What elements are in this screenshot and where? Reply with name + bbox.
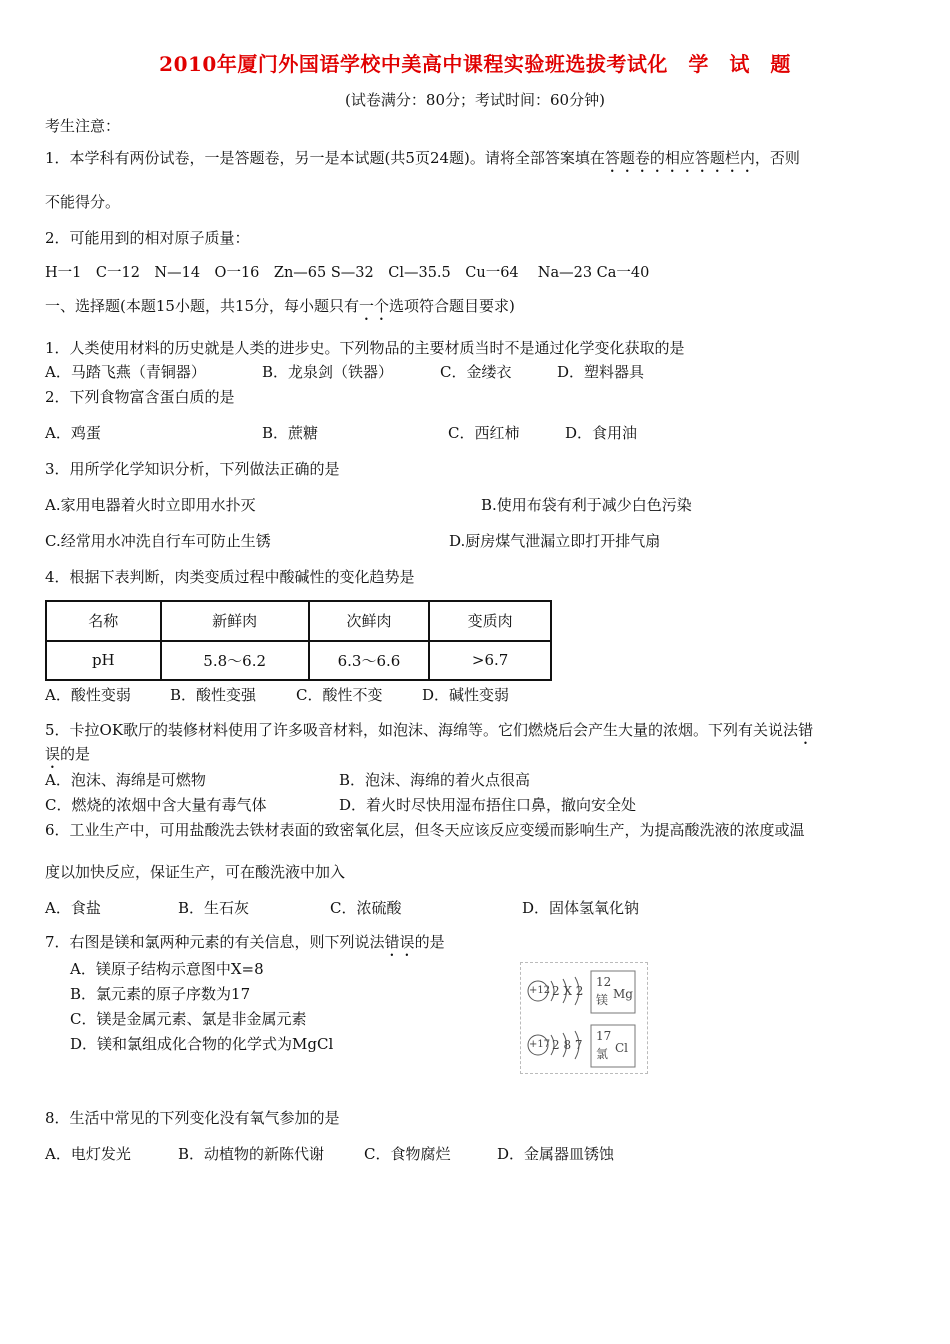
cl-atomic-number: 17 bbox=[596, 1029, 612, 1043]
cl-nucleus-label: +17 bbox=[529, 1039, 551, 1050]
mg-nucleus-label: +12 bbox=[529, 985, 551, 996]
q5-option-b: B．泡沫、海绵的着火点很高 bbox=[339, 771, 531, 789]
q4-option-d: D．碱性变弱 bbox=[422, 686, 510, 704]
q6-option-b: B．生石灰 bbox=[178, 899, 250, 917]
notice-item-2: 2．可能用到的相对原子质量： bbox=[45, 229, 250, 247]
notice-item-1-cont: 不能得分。 bbox=[45, 193, 121, 211]
q8-option-b: B．动植物的新陈代谢 bbox=[178, 1145, 325, 1163]
q8-stem: 8．生活中常见的下列变化没有氧气参加的是 bbox=[45, 1109, 340, 1127]
q6-stem-cont: 度以加快反应，保证生产，可在酸洗液中加入 bbox=[45, 863, 346, 881]
mg-atomic-number: 12 bbox=[596, 975, 612, 989]
notice-item-1-tail: ，否则 bbox=[754, 149, 800, 167]
cl-shell-electrons: 2 8 7 bbox=[552, 1038, 583, 1052]
table-header-cell: 变质肉 bbox=[429, 601, 551, 641]
section-1-heading-text: 一、选择题(本题15小题，共15分，每小题只有 bbox=[45, 297, 360, 315]
q4-stem: 4．根据下表判断，肉类变质过程中酸碱性的变化趋势是 bbox=[45, 568, 415, 586]
q7-stem-emphasis: 错误 bbox=[384, 933, 415, 951]
q1-option-b: B．龙泉剑（铁器） bbox=[262, 363, 394, 381]
q2-stem: 2．下列食物富含蛋白质的是 bbox=[45, 388, 235, 406]
q8-option-a: A．电灯发光 bbox=[45, 1145, 131, 1163]
mg-element-symbol: Mg bbox=[613, 987, 633, 1001]
q5-stem-cont bbox=[45, 744, 90, 772]
q7-option-a: A．镁原子结构示意图中X=8 bbox=[70, 960, 264, 978]
ph-table bbox=[45, 600, 552, 681]
q3-stem: 3．用所学化学知识分析，下列做法正确的是 bbox=[45, 460, 340, 478]
q8-option-c: C．食物腐烂 bbox=[364, 1145, 451, 1163]
q2-option-d: D．食用油 bbox=[565, 424, 638, 442]
table-cell: pH bbox=[46, 641, 161, 681]
q6-option-d: D．固体氢氧化钠 bbox=[522, 899, 640, 917]
q6-stem: 6．工业生产中，可用盐酸洗去铁材表面的致密氧化层，但冬天应该反应变缓而影响生产，为提高酸洗液的浓度或温 bbox=[45, 821, 805, 839]
table-header-cell: 新鲜肉 bbox=[161, 601, 309, 641]
cl-element-symbol: Cl bbox=[615, 1041, 629, 1055]
table-row bbox=[46, 641, 551, 681]
q3-option-b: B.使用布袋有利于减少白色污染 bbox=[481, 496, 692, 514]
q3-option-d: D.厨房煤气泄漏立即打开排气扇 bbox=[449, 532, 661, 550]
exam-subtitle: (试卷满分：80分；考试时间：60分钟) bbox=[345, 91, 605, 109]
q1-option-c: C．金缕衣 bbox=[440, 363, 512, 381]
q2-option-b: B．蔗糖 bbox=[262, 424, 319, 442]
mg-shell-electrons: 2 X 2 bbox=[552, 984, 584, 998]
q1-option-a: A．马踏飞燕（青铜器） bbox=[45, 363, 206, 381]
element-info-figure bbox=[520, 962, 648, 1074]
q2-option-c: C．西红柿 bbox=[448, 424, 520, 442]
table-cell: 6.3～6.6 bbox=[309, 641, 430, 681]
table-row bbox=[46, 601, 551, 641]
q6-option-a: A．食盐 bbox=[45, 899, 101, 917]
table-header-cell: 名称 bbox=[46, 601, 161, 641]
notice-item-1-emphasis: 答题卷的相应答题栏内 bbox=[604, 149, 755, 167]
q7-stem bbox=[45, 932, 445, 960]
q1-option-d: D．塑料器具 bbox=[557, 363, 645, 381]
q6-option-c: C．浓硫酸 bbox=[330, 899, 402, 917]
q7-stem-tail: 的是 bbox=[414, 933, 445, 951]
section-1-heading-emphasis: 一个 bbox=[359, 297, 390, 315]
q5-stem-emphasis: 错 bbox=[798, 721, 814, 739]
q4-option-c: C．酸性不变 bbox=[296, 686, 383, 704]
q7-option-c: C．镁是金属元素、氯是非金属元素 bbox=[70, 1010, 307, 1028]
table-cell: 5.8～6.2 bbox=[161, 641, 309, 681]
section-1-heading-tail: 选项符合题目要求) bbox=[389, 297, 515, 315]
atom-structure-diagram bbox=[521, 963, 647, 1073]
cl-element-name: 氯 bbox=[596, 1047, 609, 1061]
q3-option-a: A.家用电器着火时立即用水扑灭 bbox=[45, 496, 256, 514]
q5-option-d: D．着火时尽快用湿布捂住口鼻，撤向安全处 bbox=[339, 796, 637, 814]
exam-title: 2010年厦门外国语学校中美高中课程实验班选拔考试化 学 试 题 bbox=[159, 52, 791, 76]
q5-stem-text: 5．卡拉OK歌厅的装修材料使用了许多吸音材料，如泡沫、海绵等。它们燃烧后会产生大量的浓烟。下列有关说法 bbox=[45, 721, 799, 739]
q5-stem bbox=[45, 720, 813, 748]
q2-option-a: A．鸡蛋 bbox=[45, 424, 101, 442]
q5-stem-tail: 的是 bbox=[60, 745, 91, 763]
q5-option-a: A．泡沫、海绵是可燃物 bbox=[45, 771, 206, 789]
section-1-heading bbox=[45, 296, 515, 324]
notice-item-1-text: 1．本学科有两份试卷，一是答题卷，另一是本试题(共5页24题)。请将全部答案填在 bbox=[45, 149, 605, 167]
q8-option-d: D．金属器皿锈蚀 bbox=[497, 1145, 615, 1163]
q4-option-b: B．酸性变强 bbox=[170, 686, 257, 704]
notice-heading: 考生注意： bbox=[45, 117, 121, 135]
q1-stem: 1．人类使用材料的历史就是人类的进步史。下列物品的主要材质当时不是通过化学变化获取的是 bbox=[45, 339, 685, 357]
q7-option-b: B．氯元素的原子序数为17 bbox=[70, 985, 251, 1003]
table-header-cell: 次鲜肉 bbox=[309, 601, 430, 641]
q3-option-c: C.经常用水冲洗自行车可防止生锈 bbox=[45, 532, 271, 550]
atomic-masses: H一1 C一12 N—14 O一16 Zn—65 S—32 Cl—35.5 Cu一64 Na—23 Ca一40 bbox=[45, 265, 650, 281]
q5-stem-emphasis-2: 误 bbox=[45, 745, 61, 763]
table-cell: >6.7 bbox=[429, 641, 551, 681]
notice-item-1 bbox=[45, 148, 800, 176]
q7-option-d: D．镁和氯组成化合物的化学式为MgCl bbox=[70, 1035, 334, 1053]
mg-element-name: 镁 bbox=[596, 993, 609, 1007]
q5-option-c: C．燃烧的浓烟中含大量有毒气体 bbox=[45, 796, 267, 814]
q4-option-a: A．酸性变弱 bbox=[45, 686, 131, 704]
q7-stem-text: 7．右图是镁和氯两种元素的有关信息，则下列说法 bbox=[45, 933, 385, 951]
